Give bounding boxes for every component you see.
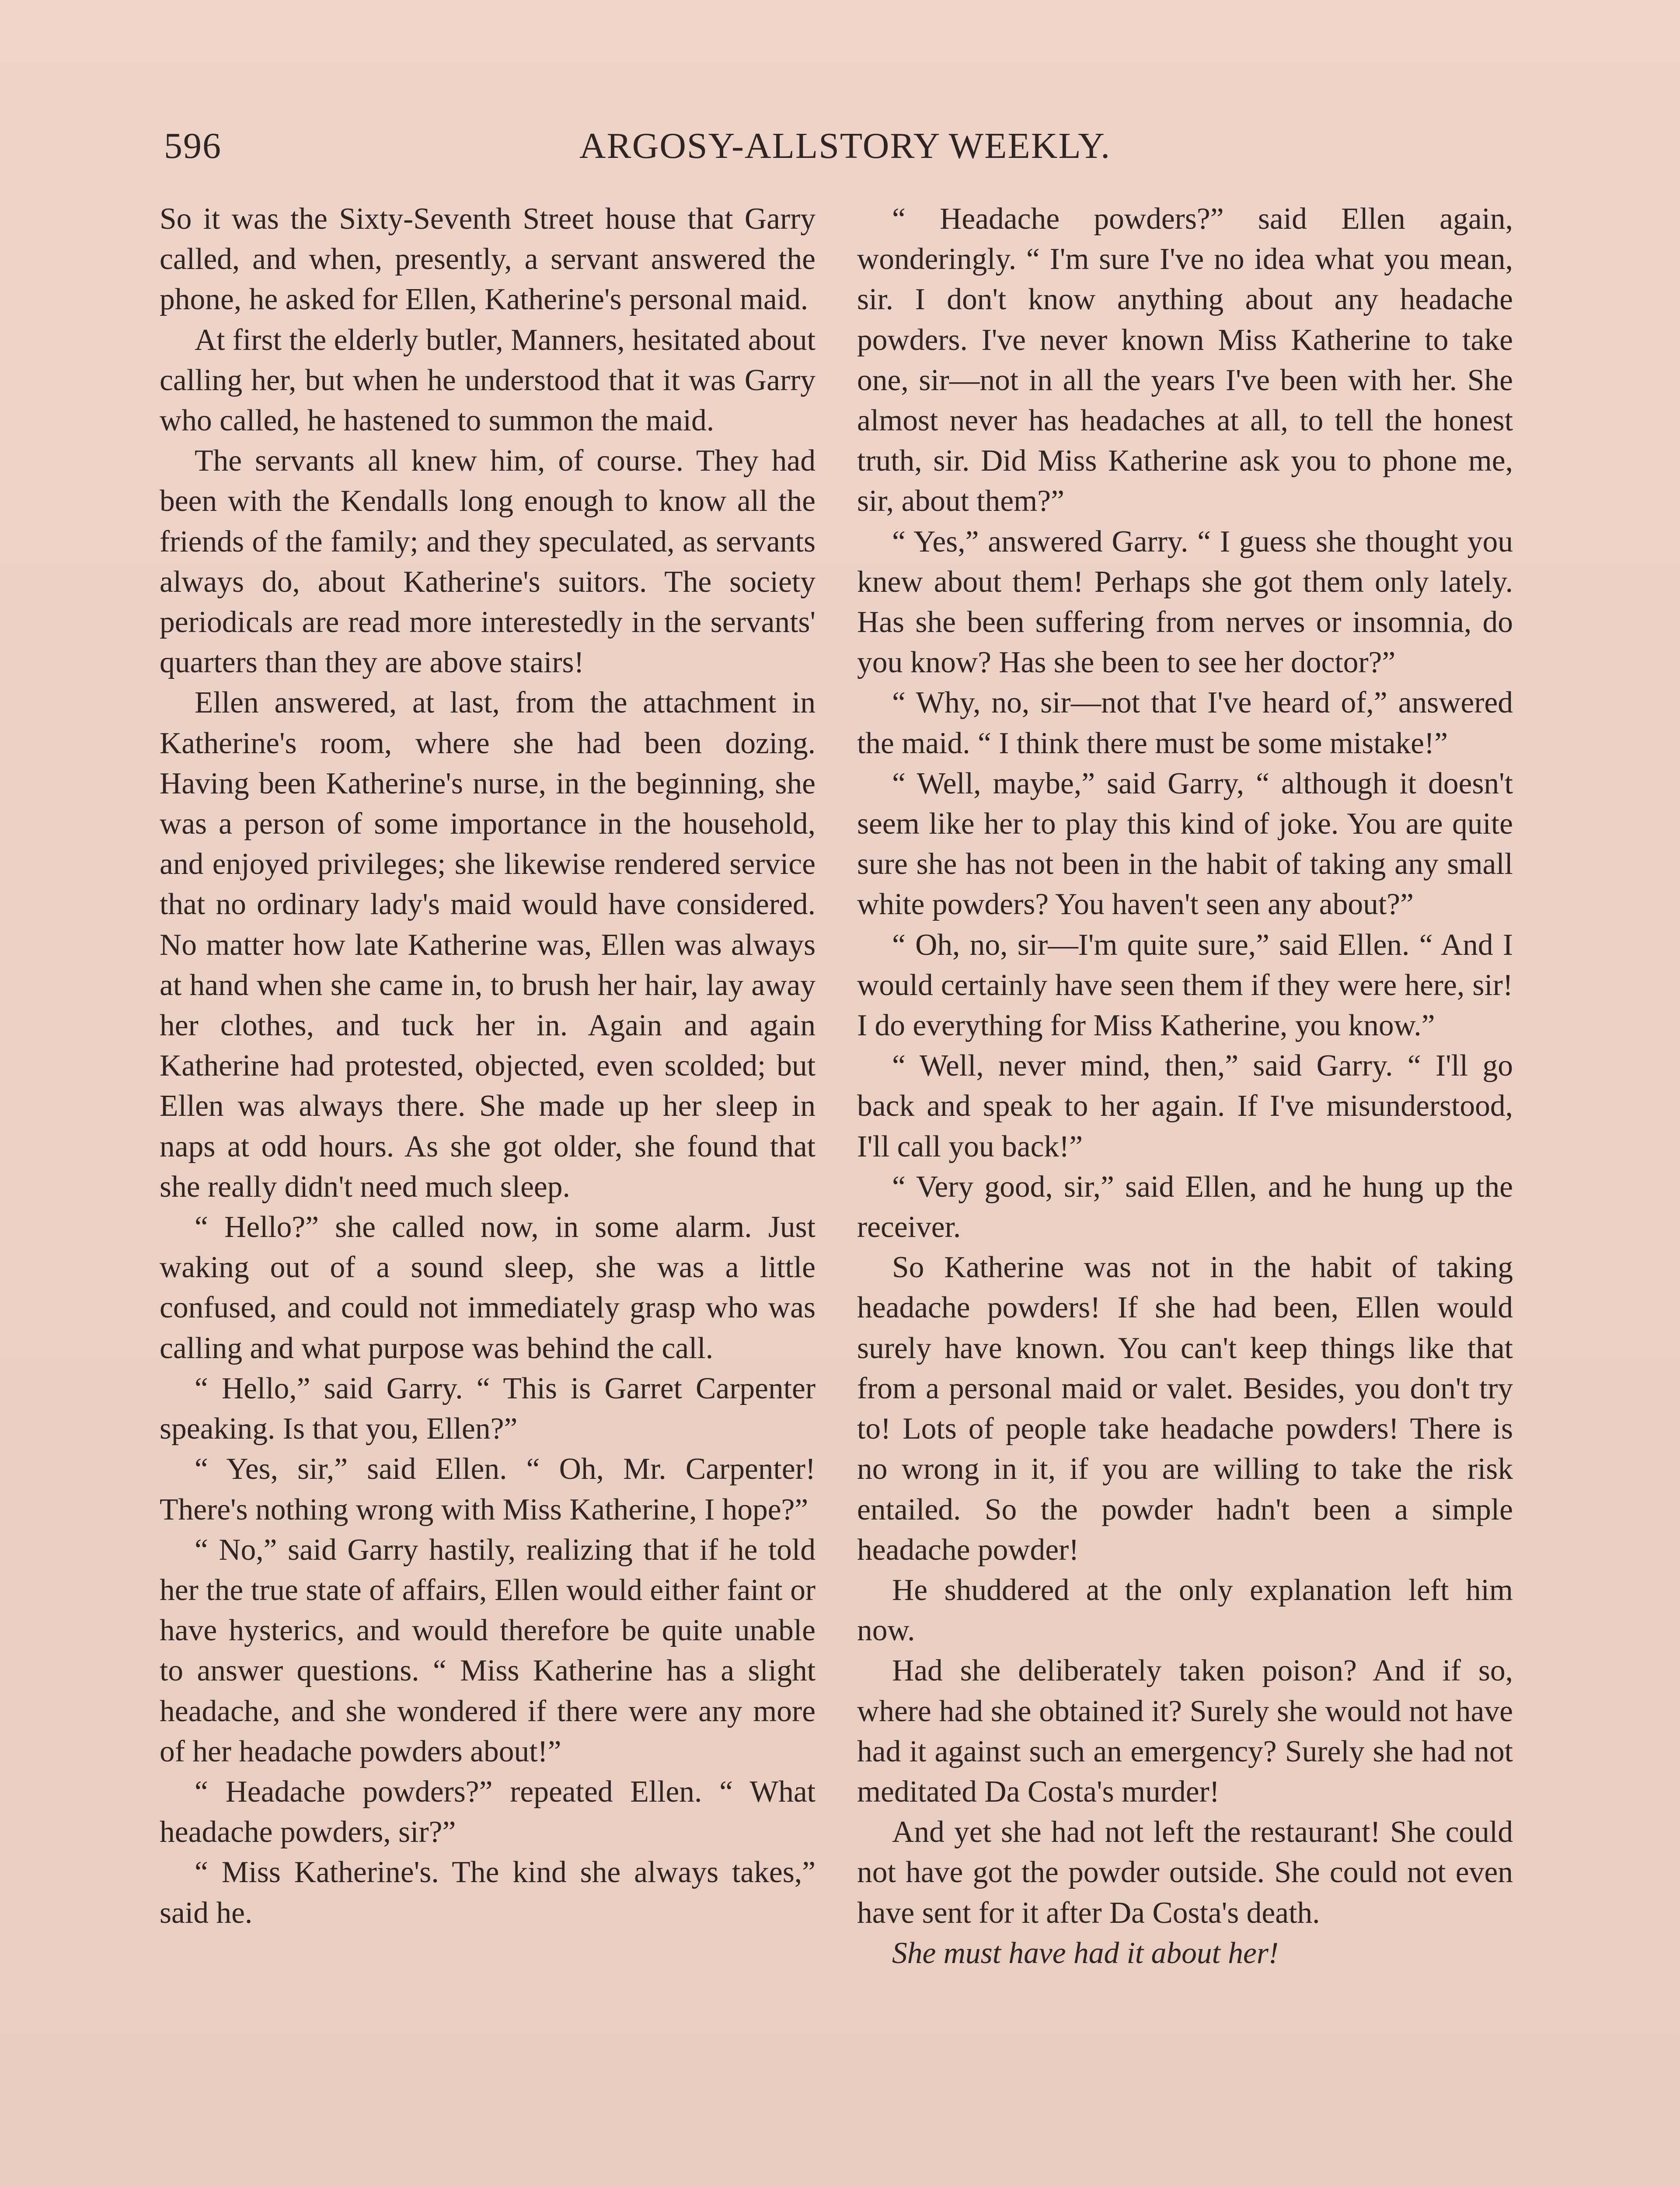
paragraph: “ Hello,” said Garry. “ This is Garret Carpenter speaking. Is that you, Ellen?”	[160, 1371, 816, 1446]
paragraph: “ Well, never mind, then,” said Garry. “ I'll go back and speak to her again. If I've misunderstood, I'll call you back!”	[857, 1049, 1513, 1163]
paragraph: “ Hello?” she called now, in some alarm. Just waking out of a sound sleep, she was a little confused, and could not immediately grasp who was calling and what purpose was behind the call.	[160, 1210, 816, 1365]
paragraph: So it was the Sixty-Seventh Street house that Garry called, and when, presently, a servant answered the phone, he asked for Ellen, Katherine's personal maid.	[160, 202, 816, 317]
closing-line: She must have had it about her!	[892, 1936, 1279, 1970]
paragraph: “ Oh, no, sir—I'm quite sure,” said Ellen. “ And I would certainly have seen them if they were here, sir! I do everything for Miss Katherine, you know.”	[857, 928, 1513, 1043]
paragraph: At first the elderly butler, Manners, hesitated about calling her, but when he understood that it was Garry who called, he hastened to summon the maid.	[160, 323, 816, 438]
paragraph: “ Headache powders?” repeated Ellen. “ What headache powders, sir?”	[160, 1775, 816, 1849]
paragraph: He shuddered at the only explanation left him now.	[857, 1573, 1513, 1648]
paragraph: The servants all knew him, of course. They had been with the Kendalls long enough to know all the friends of the family; and they speculated, as servants always do, about Katherine's suitors. The society periodicals are read more interestedly in the servants' quarters than they are above stairs!	[160, 444, 816, 680]
page-number: 596	[164, 126, 222, 166]
paragraph: “ Headache powders?” said Ellen again, wonderingly. “ I'm sure I've no idea what you mean, sir. I don't know anything about any headache powders. I've never known Miss Katherine to take one, sir—not in all the years I've been with her. She almost never has headaches at all, to tell the honest truth, sir. Did Miss Katherine ask you to phone me, sir, about them?”	[857, 202, 1513, 518]
paragraph: Had she deliberately taken poison? And if so, where had she obtained it? Surely she would not have had it against such an emergency? Surely she had not meditated Da Costa's murder!	[857, 1654, 1513, 1809]
paragraph: “ Very good, sir,” said Ellen, and he hung up the receiver.	[857, 1170, 1513, 1244]
page-header	[164, 125, 1526, 173]
left-column	[160, 199, 816, 1933]
paragraph: “ Well, maybe,” said Garry, “ although it doesn't seem like her to play this kind of joke. You are quite sure she has not been in the habit of taking any small white powders? You haven't seen any about?”	[857, 766, 1513, 922]
paragraph: Ellen answered, at last, from the attachment in Katherine's room, where she had been dozing. Having been Katherine's nurse, in the beginning, she was a person of some importance in the household, and enjoyed privileges; she likewise rendered service that no ordinary lady's maid would have considered. No matter how late Katherine was, Ellen was always at hand when she came in, to brush her hair, lay away her clothes, and tuck her in. Again and again Katherine had protested, objected, even scolded; but Ellen was always there. She made up her sleep in naps at odd hours. As she got older, she found that she really didn't need much sleep.	[160, 686, 816, 1204]
running-head: ARGOSY-ALLSTORY WEEKLY.	[579, 126, 1111, 166]
paragraph: “ Why, no, sir—not that I've heard of,” answered the maid. “ I think there must be some mistake!”	[857, 686, 1513, 760]
paragraph: “ Yes, sir,” said Ellen. “ Oh, Mr. Carpenter! There's nothing wrong with Miss Katherine, I hope?”	[160, 1452, 816, 1527]
right-column	[857, 199, 1513, 1974]
paragraph: “ Yes,” answered Garry. “ I guess she thought you knew about them! Perhaps she got them only lately. Has she been suffering from nerves or insomnia, do you know? Has she been to see her doctor?”	[857, 524, 1513, 680]
paragraph: “ Miss Katherine's. The kind she always takes,” said he.	[160, 1855, 816, 1930]
paragraph: “ No,” said Garry hastily, realizing that if he told her the true state of affairs, Ellen would either faint or have hysterics, and would therefore be quite unable to answer questions. “ Miss Katherine has a slight headache, and she wondered if there were any more of her headache powders about!”	[160, 1533, 816, 1768]
paragraph: And yet she had not left the restaurant! She could not have got the powder outside. She could not even have sent for it after Da Costa's death.	[857, 1815, 1513, 1930]
paragraph: So Katherine was not in the habit of taking headache powders! If she had been, Ellen would surely have known. You can't keep things like that from a personal maid or valet. Besides, you don't try to! Lots of people take headache powders! There is no wrong in it, if you are willing to take the risk entailed. So the powder hadn't been a simple headache powder!	[857, 1251, 1513, 1567]
